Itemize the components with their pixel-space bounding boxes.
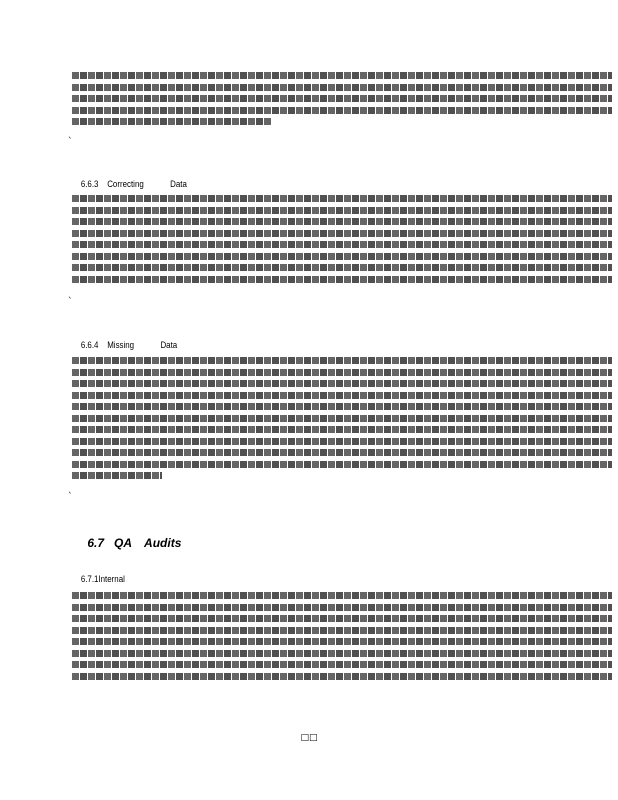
- section-title-word: Correcting: [107, 179, 144, 189]
- text-line: [72, 355, 612, 367]
- text-line: [72, 636, 612, 648]
- section-title-word: Data: [170, 179, 187, 189]
- text-line: [72, 413, 612, 425]
- text-line: [72, 659, 612, 671]
- page-number: □□: [300, 733, 318, 743]
- section-number: 6.7: [87, 536, 105, 550]
- text-line: [72, 262, 612, 274]
- text-line: [72, 251, 612, 263]
- text-line: [72, 436, 612, 448]
- text-line: [72, 378, 612, 390]
- text-line: [72, 82, 612, 94]
- text-line: [72, 602, 612, 614]
- text-line: [72, 447, 612, 459]
- text-line: [72, 205, 612, 217]
- section-title-word: Internal: [98, 574, 125, 584]
- text-line: [72, 70, 612, 82]
- text-line: [72, 105, 612, 117]
- text-line: [72, 274, 612, 286]
- text-line: [72, 625, 612, 637]
- body-paragraph: [72, 355, 612, 482]
- paragraph-mark: `: [68, 297, 73, 307]
- text-line: [72, 401, 612, 413]
- section-heading: [74, 522, 193, 564]
- text-line: [72, 590, 612, 602]
- text-line: [72, 470, 162, 482]
- text-line: [72, 367, 612, 379]
- text-line: [72, 228, 612, 240]
- section-number: 6.6.4: [80, 340, 99, 350]
- section-title-word: Audits: [144, 536, 182, 550]
- text-line: [72, 193, 612, 205]
- text-line: [72, 648, 612, 660]
- body-paragraph: [72, 590, 612, 682]
- section-title-word: Data: [160, 340, 178, 350]
- text-line: [72, 116, 272, 128]
- body-paragraph: [72, 193, 612, 285]
- text-line: [72, 216, 612, 228]
- text-line: [72, 424, 612, 436]
- body-paragraph: [72, 70, 612, 128]
- section-number: 6.7.1: [80, 574, 99, 584]
- text-line: [72, 613, 612, 625]
- text-line: [72, 459, 612, 471]
- section-number: 6.6.3: [80, 179, 99, 189]
- text-line: [72, 239, 612, 251]
- text-line: [72, 671, 612, 683]
- text-line: [72, 390, 612, 402]
- paragraph-mark: `: [68, 137, 73, 147]
- section-title-word: QA: [114, 536, 133, 550]
- paragraph-mark: `: [68, 492, 73, 502]
- text-line: [72, 93, 612, 105]
- section-title-word: Missing: [107, 340, 135, 350]
